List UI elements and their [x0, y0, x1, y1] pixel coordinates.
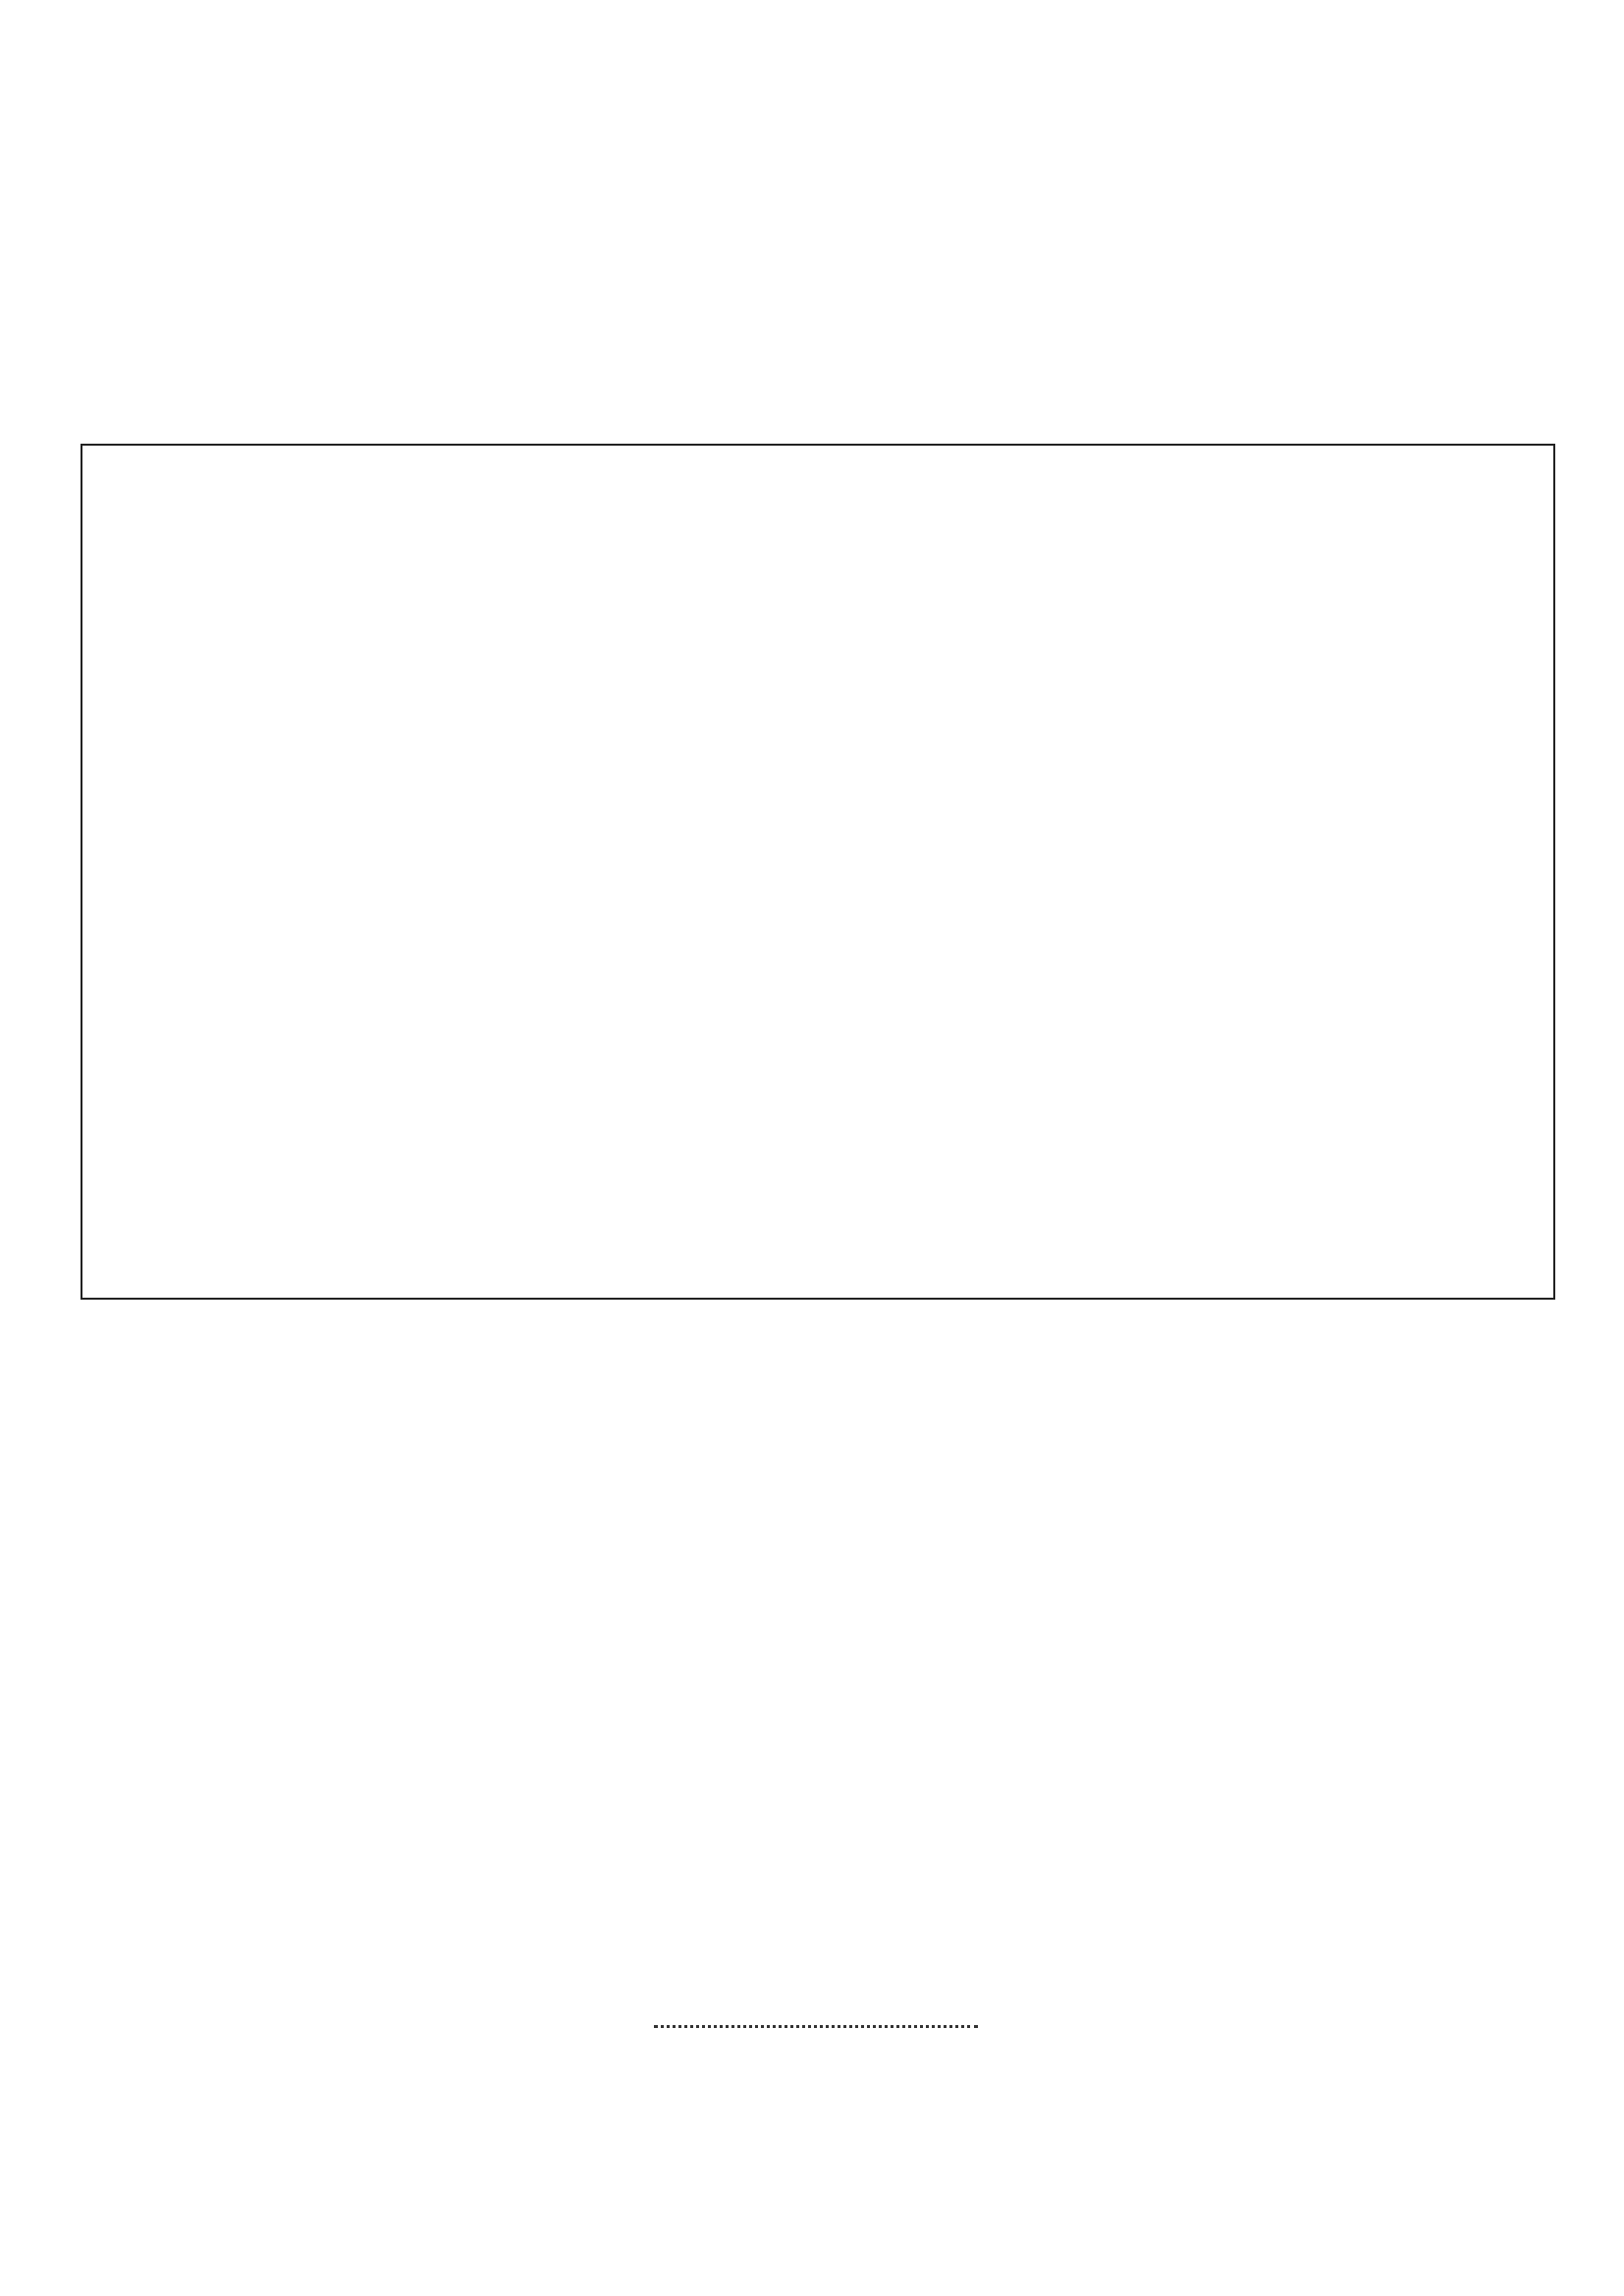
signature-line: [654, 2025, 978, 2028]
balance-sheet-table: [81, 444, 1555, 1300]
